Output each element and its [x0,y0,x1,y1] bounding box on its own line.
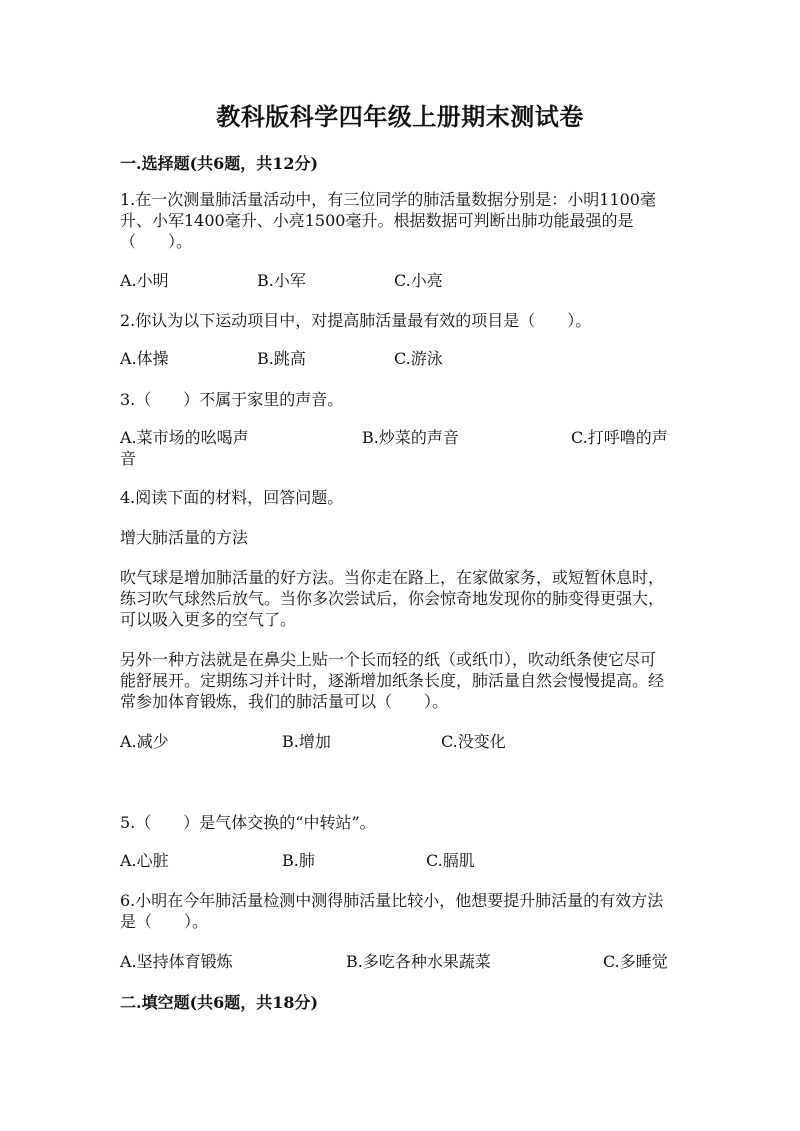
question-1-stem-line-2: 升、小军1400毫升、小亮1500毫升。根据数据可判断出肺功能最强的是 [120,211,634,230]
question-3-option-c-continued: 音 [120,449,137,468]
question-5-option-c[interactable]: C.膈肌 [426,851,475,870]
question-2-option-b[interactable]: B.跳高 [257,349,306,368]
passage-paragraph-1-line-3: 可以吸入更多的空气了。 [120,610,297,629]
question-6-option-b[interactable]: B.多吃各种水果蔬菜 [346,952,491,971]
section-heading-fill-in-blank: 二.填空题(共6题，共18分) [120,993,319,1012]
question-6-option-a[interactable]: A.坚持体育锻炼 [120,952,233,971]
question-4-option-b[interactable]: B.增加 [282,732,331,751]
question-6-stem-line-1: 6.小明在今年肺活量检测中测得肺活量比较小，他想要提升肺活量的有效方法 [120,891,664,910]
passage-paragraph-1-line-1: 吹气球是增加肺活量的好方法。当你走在路上，在家做家务，或短暂休息时， [120,568,665,587]
question-1-options [120,270,680,291]
passage-title: 增大肺活量的方法 [120,528,249,547]
question-3-options [120,427,680,448]
question-3-option-a[interactable]: A.菜市场的吆喝声 [120,428,249,447]
question-1-option-a[interactable]: A.小明 [120,271,169,290]
passage-paragraph-1-line-2: 练习吹气球然后放气。当你多次尝试后，你会惊奇地发现你的肺变得更强大， [120,589,665,608]
question-1-stem-line-3: （ ）。 [120,232,193,251]
question-3-stem: 3.（ ）不属于家里的声音。 [120,390,344,409]
question-4-option-a[interactable]: A.减少 [120,732,169,751]
question-2-option-c[interactable]: C.游泳 [394,349,443,368]
question-4-option-c[interactable]: C.没变化 [441,732,506,751]
question-1-stem-line-1: 1.在一次测量肺活量活动中，有三位同学的肺活量数据分别是：小明1100毫 [120,190,656,209]
passage-paragraph-2-line-1: 另外一种方法就是在鼻尖上贴一个长而轻的纸（或纸巾），吹动纸条使它尽可 [120,650,657,669]
question-5-stem: 5.（ ）是气体交换的“中转站”。 [120,813,376,832]
question-6-options [120,951,680,972]
question-2-option-a[interactable]: A.体操 [120,349,169,368]
question-2-options [120,348,680,369]
question-1-option-b[interactable]: B.小军 [257,271,306,290]
question-3-option-b[interactable]: B.炒菜的声音 [362,428,459,447]
question-2-stem: 2.你认为以下运动项目中，对提高肺活量最有效的项目是（ ）。 [120,311,592,330]
question-1-option-c[interactable]: C.小亮 [394,271,443,290]
passage-paragraph-2-line-3: 常参加体育锻炼，我们的肺活量可以（ ）。 [120,692,449,711]
question-6-option-c[interactable]: C.多睡觉 [603,952,668,971]
passage-paragraph-2-line-2: 能舒展开。定期练习并计时，逐渐增加纸条长度，肺活量自然会慢慢提高。经 [120,671,665,690]
section-heading-multiple-choice: 一.选择题(共6题，共12分) [120,154,319,173]
question-5-option-b[interactable]: B.肺 [282,851,315,870]
exam-title: 教科版科学四年级上册期末测试卷 [216,102,584,131]
question-5-options [120,850,680,871]
question-4-options [120,731,680,752]
question-4-stem: 4.阅读下面的材料，回答问题。 [120,488,344,507]
question-6-stem-line-2: 是（ ）。 [120,912,209,931]
question-3-option-c[interactable]: C.打呼噜的声 [571,428,668,447]
question-5-option-a[interactable]: A.心脏 [120,851,169,870]
